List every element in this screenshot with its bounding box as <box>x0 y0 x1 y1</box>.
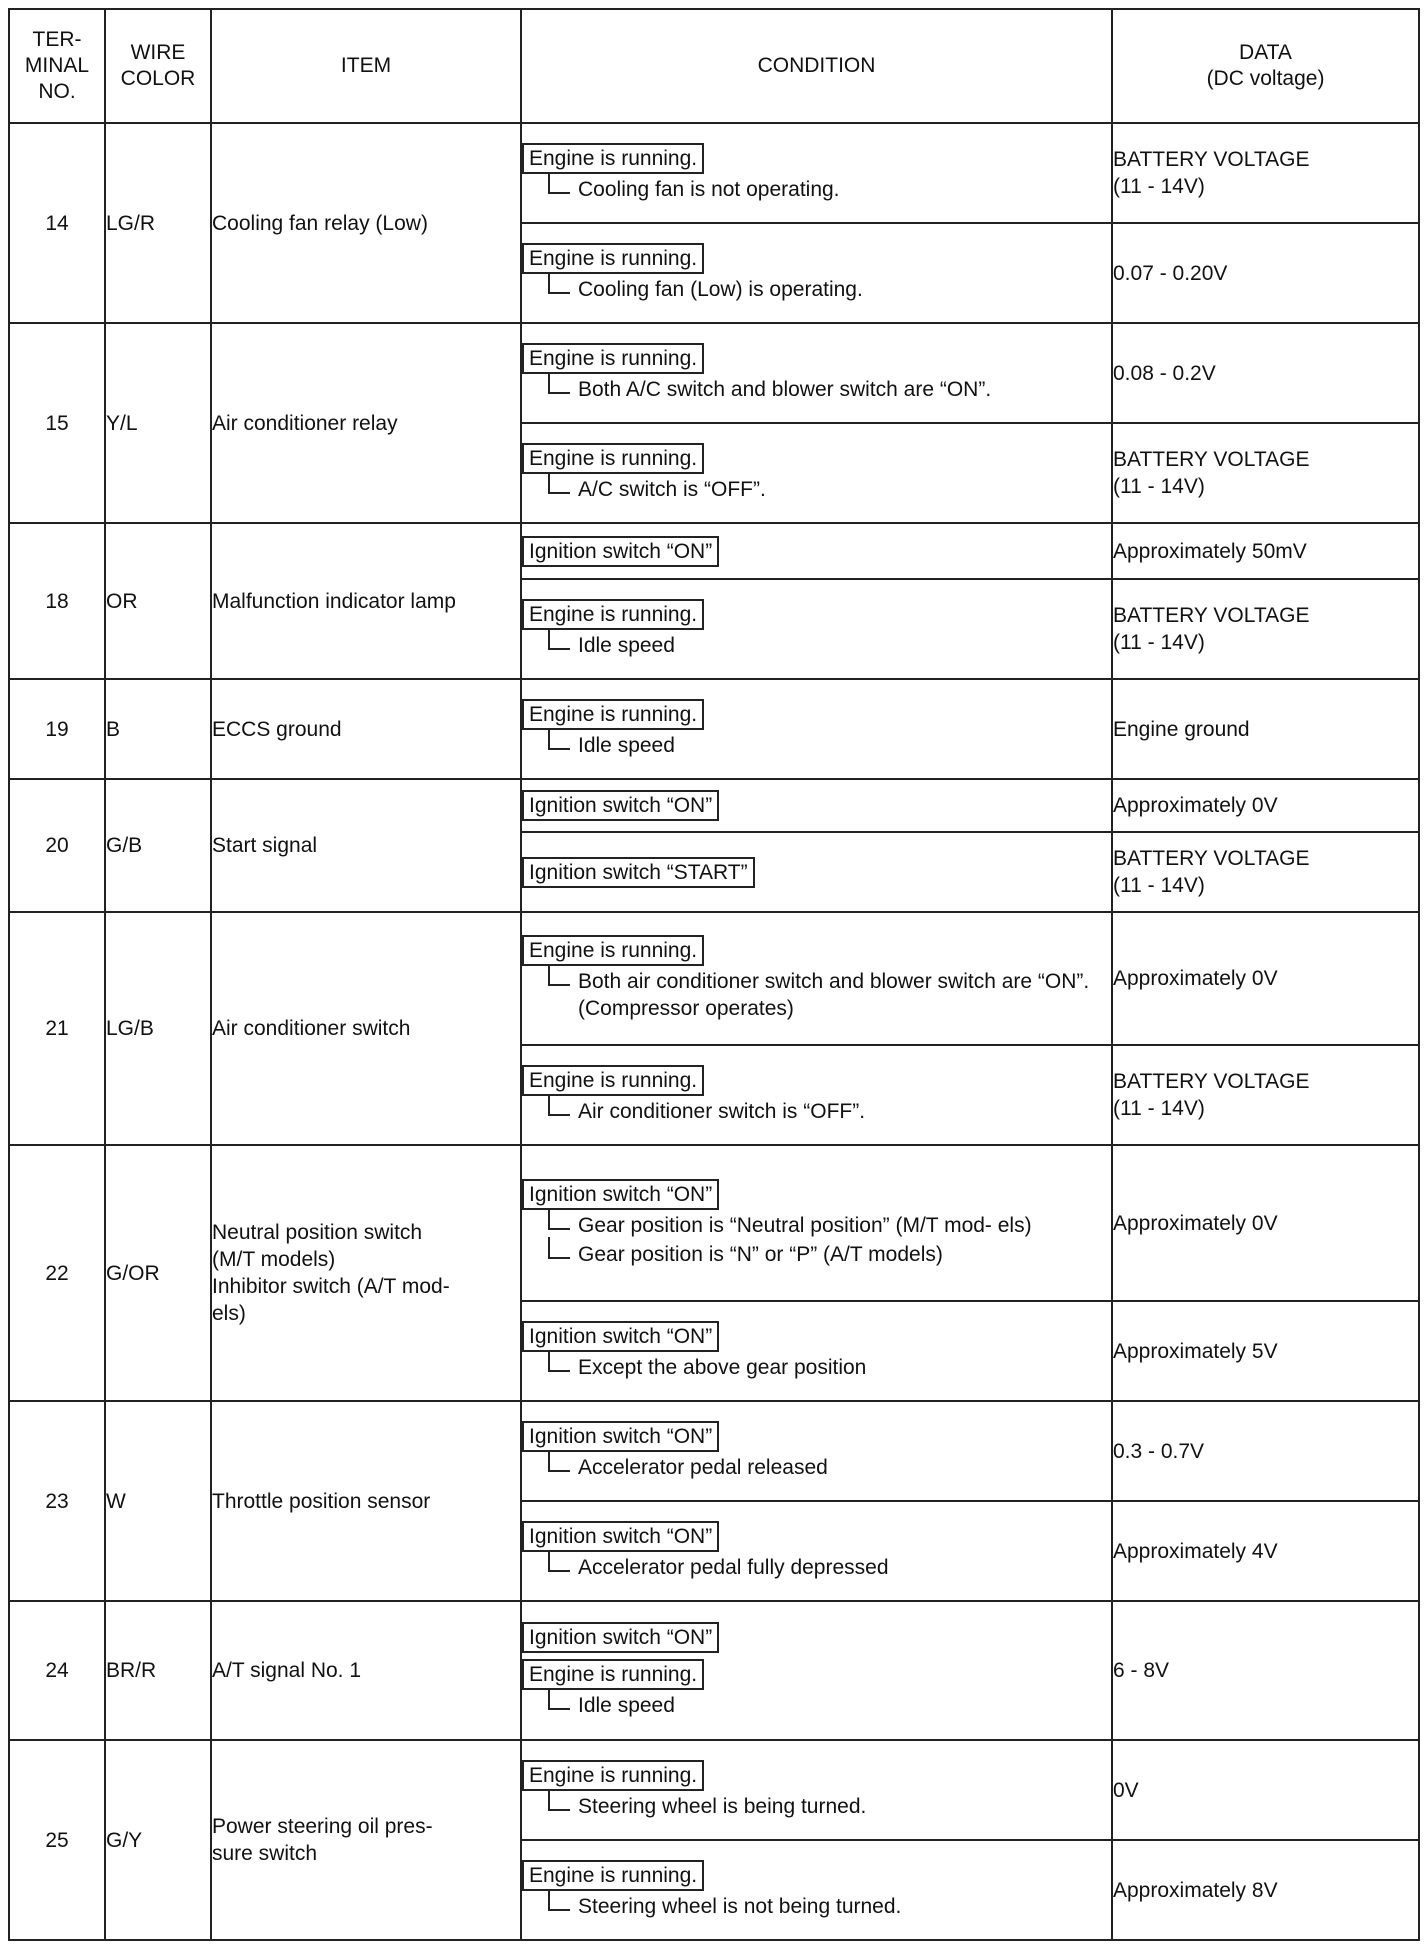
voltage-data <box>1112 912 1419 1045</box>
voltage-line: 0.3 - 0.7V <box>1113 1439 1205 1463</box>
condition-box: Engine is running. <box>522 243 704 274</box>
header-wire-color <box>105 9 211 123</box>
header-wire-line: COLOR <box>120 67 196 90</box>
header-terminal-line: NO. <box>38 80 76 103</box>
terminal-number: 21 <box>9 912 105 1145</box>
header-data-line: (DC voltage) <box>1206 67 1325 90</box>
table-row <box>9 523 1419 579</box>
condition-subitem: Idle speed <box>548 632 1111 659</box>
table-row <box>9 1145 1419 1301</box>
condition-cell <box>521 1840 1112 1940</box>
voltage-line: BATTERY VOLTAGE <box>1113 847 1310 870</box>
condition-box: Ignition switch “ON” <box>522 1521 719 1552</box>
wire-color: LG/B <box>105 912 211 1145</box>
condition-subitem: Both A/C switch and blower switch are “ON”. <box>548 376 1111 403</box>
header-data-line: DATA <box>1239 41 1292 64</box>
condition-subitem: A/C switch is “OFF”. <box>548 476 1111 503</box>
header-wire-line: WIRE <box>130 41 186 64</box>
item-name: Throttle position sensor <box>211 1401 521 1601</box>
voltage-line: BATTERY VOLTAGE <box>1113 148 1310 171</box>
voltage-line: (11 - 14V) <box>1113 175 1205 198</box>
voltage-data <box>1112 423 1419 523</box>
condition-box: Engine is running. <box>522 699 704 730</box>
condition-subitem: Gear position is “N” or “P” (A/T models) <box>548 1241 1111 1268</box>
condition-cell <box>521 323 1112 423</box>
terminal-number: 20 <box>9 779 105 912</box>
terminal-number: 15 <box>9 323 105 523</box>
voltage-line: BATTERY VOLTAGE <box>1113 1070 1310 1093</box>
voltage-data <box>1112 832 1419 912</box>
condition-cell <box>521 779 1112 832</box>
voltage-data <box>1112 1601 1419 1740</box>
voltage-line: Approximately 5V <box>1113 1339 1278 1363</box>
table-row <box>9 323 1419 423</box>
condition-box: Engine is running. <box>522 1659 704 1690</box>
voltage-line: (11 - 14V) <box>1113 1097 1205 1120</box>
condition-box: Engine is running. <box>522 443 704 474</box>
condition-subitem: Gear position is “Neutral position” (M/T mod- els) <box>548 1212 1111 1239</box>
terminal-number: 25 <box>9 1740 105 1940</box>
item-line: Power steering oil pres- <box>212 1815 433 1838</box>
condition-box: Engine is running. <box>522 1860 704 1891</box>
condition-subitem: Steering wheel is being turned. <box>548 1793 1111 1820</box>
item-name: ECCS ground <box>211 679 521 779</box>
voltage-line: Approximately 0V <box>1113 794 1278 817</box>
voltage-line: Engine ground <box>1113 717 1250 741</box>
condition-box: Engine is running. <box>522 1065 704 1096</box>
condition-subitem: Idle speed <box>548 732 1111 759</box>
voltage-line: (11 - 14V) <box>1113 874 1205 897</box>
voltage-data <box>1112 1840 1419 1940</box>
voltage-line: Approximately 0V <box>1113 1211 1278 1235</box>
table-row <box>9 1740 1419 1840</box>
condition-cell <box>521 523 1112 579</box>
condition-subitem: Air conditioner switch is “OFF”. <box>548 1098 1111 1125</box>
item-name: Malfunction indicator lamp <box>211 523 521 679</box>
condition-cell <box>521 1301 1112 1401</box>
header-terminal-no <box>9 9 105 123</box>
wire-color: OR <box>105 523 211 679</box>
wire-color: Y/L <box>105 323 211 523</box>
wire-color: G/OR <box>105 1145 211 1401</box>
condition-cell <box>521 1401 1112 1501</box>
voltage-data <box>1112 1401 1419 1501</box>
voltage-line: 6 - 8V <box>1113 1659 1170 1682</box>
table-row <box>9 1401 1419 1501</box>
condition-subitem: Accelerator pedal released <box>548 1454 1111 1481</box>
condition-subitem: Idle speed <box>548 1692 1111 1719</box>
terminal-number: 18 <box>9 523 105 679</box>
condition-box: Engine is running. <box>522 143 704 174</box>
voltage-data <box>1112 579 1419 679</box>
voltage-data <box>1112 679 1419 779</box>
wire-color: G/B <box>105 779 211 912</box>
wire-color: B <box>105 679 211 779</box>
condition-cell <box>521 223 1112 323</box>
condition-box: Ignition switch “ON” <box>522 790 719 821</box>
condition-box: Engine is running. <box>522 1760 704 1791</box>
voltage-data <box>1112 779 1419 832</box>
item-name: Air conditioner relay <box>211 323 521 523</box>
item-line: (M/T models) <box>212 1248 336 1271</box>
condition-box: Engine is running. <box>522 935 704 966</box>
voltage-line: Approximately 8V <box>1113 1878 1278 1902</box>
table-row <box>9 912 1419 1045</box>
condition-cell <box>521 1501 1112 1601</box>
item-line: els) <box>212 1302 246 1325</box>
wire-color: LG/R <box>105 123 211 323</box>
voltage-data <box>1112 1301 1419 1401</box>
terminal-number: 22 <box>9 1145 105 1401</box>
voltage-data <box>1112 1501 1419 1601</box>
header-data <box>1112 9 1419 123</box>
condition-box: Ignition switch “ON” <box>522 1321 719 1352</box>
voltage-line: Approximately 4V <box>1113 1539 1278 1563</box>
condition-box: Engine is running. <box>522 343 704 374</box>
wire-color: G/Y <box>105 1740 211 1940</box>
voltage-data <box>1112 1740 1419 1840</box>
item-name: A/T signal No. 1 <box>211 1601 521 1740</box>
header-condition: CONDITION <box>521 9 1112 123</box>
wire-color: W <box>105 1401 211 1601</box>
condition-subitem: Cooling fan is not operating. <box>548 176 1111 203</box>
header-item: ITEM <box>211 9 521 123</box>
voltage-line: BATTERY VOLTAGE <box>1113 604 1310 627</box>
voltage-data <box>1112 523 1419 579</box>
voltage-line: 0V <box>1113 1778 1139 1802</box>
terminal-number: 19 <box>9 679 105 779</box>
item-line: sure switch <box>212 1842 318 1865</box>
item-line: Inhibitor switch (A/T mod- <box>212 1275 450 1298</box>
item-name <box>211 1145 521 1401</box>
table-body <box>9 123 1419 1940</box>
table-row <box>9 779 1419 832</box>
header-terminal-line: TER- <box>32 28 82 51</box>
condition-box: Ignition switch “START” <box>522 857 755 888</box>
voltage-data <box>1112 123 1419 223</box>
condition-cell <box>521 832 1112 912</box>
terminal-number: 14 <box>9 123 105 323</box>
voltage-line: (11 - 14V) <box>1113 631 1205 654</box>
voltage-line: 0.08 - 0.2V <box>1113 361 1216 385</box>
item-name: Cooling fan relay (Low) <box>211 123 521 323</box>
voltage-line: Approximately 0V <box>1113 967 1278 990</box>
condition-cell <box>521 1145 1112 1301</box>
condition-cell <box>521 912 1112 1045</box>
condition-box: Ignition switch “ON” <box>522 1622 719 1653</box>
condition-cell <box>521 1740 1112 1840</box>
item-name <box>211 1740 521 1940</box>
voltage-line: (11 - 14V) <box>1113 475 1205 498</box>
condition-box: Engine is running. <box>522 599 704 630</box>
condition-cell <box>521 1601 1112 1740</box>
voltage-line: 0.07 - 0.20V <box>1113 261 1228 285</box>
item-name: Air conditioner switch <box>211 912 521 1145</box>
condition-box: Ignition switch “ON” <box>522 1421 719 1452</box>
item-name: Start signal <box>211 779 521 912</box>
condition-subitem: Cooling fan (Low) is operating. <box>548 276 1111 303</box>
header-row <box>9 9 1419 123</box>
voltage-line: BATTERY VOLTAGE <box>1113 448 1310 471</box>
terminal-number: 24 <box>9 1601 105 1740</box>
condition-subitem: Steering wheel is not being turned. <box>548 1893 1111 1920</box>
condition-subitem: Both air conditioner switch and blower switch are “ON”. (Compressor operates) <box>548 968 1111 1022</box>
condition-cell <box>521 123 1112 223</box>
item-line: Neutral position switch <box>212 1221 423 1244</box>
voltage-line: Approximately 50mV <box>1113 539 1307 563</box>
table-row <box>9 679 1419 779</box>
wire-color: BR/R <box>105 1601 211 1740</box>
condition-cell <box>521 423 1112 523</box>
condition-box: Ignition switch “ON” <box>522 536 719 567</box>
voltage-data <box>1112 1145 1419 1301</box>
terminal-data-sheet <box>8 8 1418 1940</box>
terminal-number: 23 <box>9 1401 105 1601</box>
table-row <box>9 1601 1419 1740</box>
condition-cell <box>521 579 1112 679</box>
voltage-data <box>1112 1045 1419 1145</box>
voltage-data <box>1112 223 1419 323</box>
condition-box: Ignition switch “ON” <box>522 1179 719 1210</box>
header-terminal-line: MINAL <box>24 54 90 77</box>
voltage-data <box>1112 323 1419 423</box>
condition-cell <box>521 1045 1112 1145</box>
table-row <box>9 123 1419 223</box>
condition-subitem: Except the above gear position <box>548 1354 1111 1381</box>
condition-subitem: Accelerator pedal fully depressed <box>548 1554 1111 1581</box>
ecm-terminal-table <box>8 8 1420 1941</box>
condition-cell <box>521 679 1112 779</box>
